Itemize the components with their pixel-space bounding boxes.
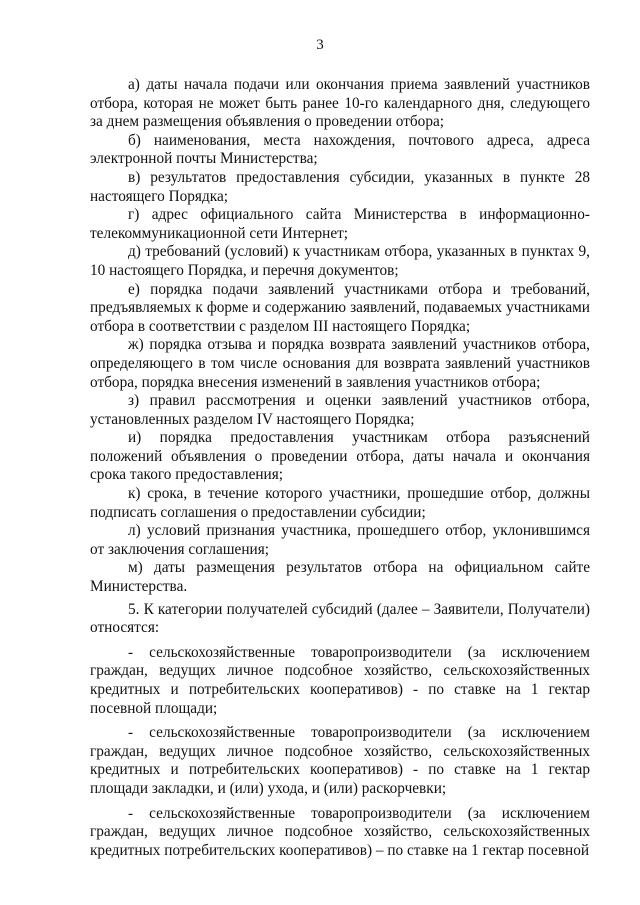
paragraph-item-d: д) требований (условий) к участникам отбора, указанных в пунктах 9, 10 настоящего Порядка, и перечня документов; <box>90 243 590 279</box>
paragraph-item-zh: ж) порядка отзыва и порядка возврата заявлений участников отбора, определяющего в том числе основания для возврата заявлений участников отбора, порядка внесения изменений в заявления участников отбора; <box>90 336 590 391</box>
paragraph-item-g: г) адрес официального сайта Министерства в информационно-телекоммуникационной сети Интернет; <box>90 206 590 242</box>
recipient-category-2: - сельскохозяйственные товаропроизводители (за исключением граждан, ведущих личное подсобное хозяйство, сельскохозяйственных кредитных и потребительских кооперативов) - по ставке на 1 гектар площади закладки, и (или) ухода, и (или) раскорчевки; <box>90 724 590 797</box>
document-body <box>90 76 590 860</box>
paragraph-item-e: е) порядка подачи заявлений участниками отбора и требований, предъявляемых к форме и содержанию заявлений, подаваемых участниками отбора в соответствии с разделом III настоящего Порядка; <box>90 280 590 335</box>
paragraph-item-l: л) условий признания участника, прошедшего отбор, уклонившимся от заключения соглашения; <box>90 522 590 558</box>
paragraph-item-z: з) правил рассмотрения и оценки заявлений участников отбора, установленных разделом IV настоящего Порядка; <box>90 392 590 428</box>
paragraph-item-m: м) даты размещения результатов отбора на официальном сайте Министерства. <box>90 559 590 596</box>
recipient-category-3: - сельскохозяйственные товаропроизводители (за исключением граждан, ведущих личное подсобное хозяйство, сельскохозяйственных кредитных потребительских кооперативов) – по ставке на 1 гектар посевной <box>90 804 590 859</box>
paragraph-item-a: а) даты начала подачи или окончания приема заявлений участников отбора, которая не может быть ранее 10-го календарного дня, следующего за днем размещения объявления о проведении отбора; <box>90 76 590 131</box>
paragraph-item-k: к) срока, в течение которого участники, прошедшие отбор, должны подписать соглашения о предоставлении субсидии; <box>90 485 590 521</box>
paragraph-item-v: в) результатов предоставления субсидии, указанных в пункте 28 настоящего Порядка; <box>90 168 590 205</box>
page-number: 3 <box>316 37 324 53</box>
paragraph-item-b: б) наименования, места нахождения, почтового адреса, адреса электронной почты Министерства; <box>90 131 590 168</box>
paragraph-section-5: 5. К категории получателей субсидий (далее – Заявители, Получатели) относятся: <box>90 600 590 637</box>
recipient-category-1: - сельскохозяйственные товаропроизводители (за исключением граждан, ведущих личное подсобное хозяйство, сельскохозяйственных кредитных и потребительских кооперативов) - по ставке на 1 гектар посевной площади; <box>90 643 590 717</box>
paragraph-item-i: и) порядка предоставления участникам отбора разъяснений положений объявления о проведении отбора, даты начала и окончания срока такого предоставления; <box>90 429 590 484</box>
